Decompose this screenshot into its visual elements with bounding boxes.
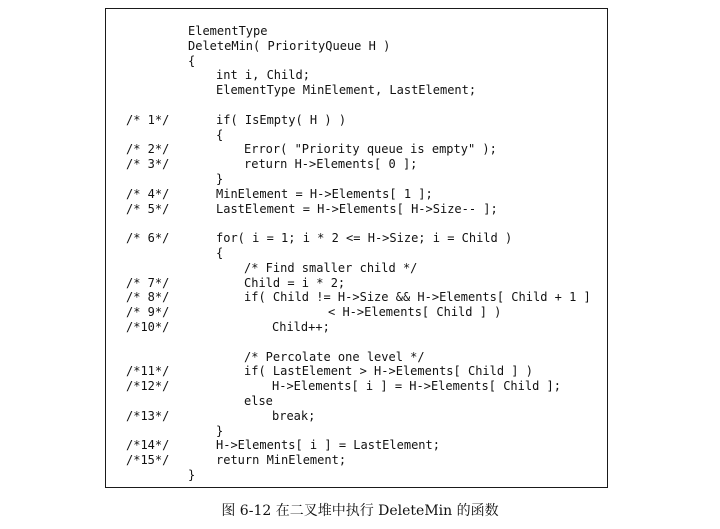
- code-line: [106, 23, 607, 39]
- code-line: [106, 363, 607, 379]
- code-figure-frame: [105, 8, 608, 488]
- code-text: if( IsEmpty( H ) ): [216, 112, 347, 127]
- code-line: [106, 275, 607, 291]
- code-text: ElementType MinElement, LastElement;: [216, 83, 477, 98]
- code-line: [106, 304, 607, 320]
- line-number-label: /*11*/: [126, 364, 170, 379]
- code-text: DeleteMin( PriorityQueue H ): [188, 38, 391, 53]
- code-text: if( Child != H->Size && H->Elements[ Child + 1 ]: [244, 290, 591, 305]
- code-text: Error( "Priority queue is empty" );: [244, 142, 497, 157]
- figure-caption: 图 6-12 在二叉堆中执行 DeleteMin 的函数: [221, 503, 499, 519]
- code-line: [106, 408, 607, 424]
- code-text: else: [244, 394, 273, 408]
- line-number-label: /* 9*/: [126, 305, 170, 320]
- line-number-label: /*12*/: [126, 379, 170, 394]
- code-line: [106, 245, 607, 261]
- code-line: [106, 97, 607, 113]
- line-number-label: /* 5*/: [126, 201, 170, 216]
- code-text: }: [188, 468, 196, 482]
- code-line: [106, 141, 607, 157]
- code-text: ElementType: [188, 24, 268, 38]
- code-text: LastElement = H->Elements[ H->Size-- ];: [216, 201, 498, 216]
- code-line: [106, 289, 607, 305]
- code-text: H->Elements[ i ] = LastElement;: [216, 438, 440, 453]
- code-text: H->Elements[ i ] = H->Elements[ Child ];: [272, 379, 561, 394]
- code-line: [106, 201, 607, 217]
- code-line: [106, 215, 607, 231]
- code-text: Child = i * 2;: [244, 275, 346, 290]
- code-line: [106, 112, 607, 128]
- code-text: {: [216, 127, 224, 142]
- code-line: [106, 334, 607, 350]
- line-number-label: /* 6*/: [126, 231, 170, 246]
- code-text: Child++;: [272, 320, 330, 334]
- code-text: for( i = 1; i * 2 <= H->Size; i = Child ): [216, 231, 513, 246]
- code-line: [106, 230, 607, 246]
- code-line: [106, 437, 607, 453]
- code-line: [106, 319, 607, 335]
- line-number-label: /* 1*/: [126, 112, 170, 127]
- code-line: [106, 38, 607, 54]
- code-line: [106, 260, 607, 276]
- code-line: [106, 82, 607, 98]
- line-number-label: /*15*/: [126, 453, 170, 468]
- code-line: [106, 186, 607, 202]
- code-line: [106, 393, 607, 409]
- code-text: if( LastElement > H->Elements[ Child ] ): [244, 364, 533, 379]
- code-line: [106, 127, 607, 143]
- code-text: {: [188, 53, 196, 68]
- line-number-label: /*14*/: [126, 438, 170, 453]
- code-line: [106, 67, 607, 83]
- code-text: return H->Elements[ 0 ];: [244, 157, 418, 172]
- code-line: [106, 452, 607, 468]
- code-text: int i, Child;: [216, 68, 310, 83]
- line-number-label: /* 3*/: [126, 157, 170, 172]
- code-line: [106, 349, 607, 365]
- code-line: [106, 467, 607, 483]
- line-number-label: /*13*/: [126, 408, 170, 423]
- code-text: }: [216, 172, 224, 186]
- code-text: < H->Elements[ Child ] ): [328, 305, 502, 320]
- code-text: {: [216, 246, 224, 260]
- line-number-label: /*10*/: [126, 320, 170, 334]
- code-line: [106, 171, 607, 187]
- code-text: break;: [272, 408, 316, 423]
- line-number-label: /* 8*/: [126, 290, 170, 305]
- code-text: /* Find smaller child */: [244, 260, 418, 275]
- code-line: [106, 156, 607, 172]
- code-text: MinElement = H->Elements[ 1 ];: [216, 186, 433, 201]
- code-text: /* Percolate one level */: [244, 349, 425, 364]
- code-line: [106, 423, 607, 439]
- code-line: [106, 378, 607, 394]
- code-line: [106, 53, 607, 69]
- code-text: return MinElement;: [216, 453, 347, 468]
- code-text: }: [216, 423, 224, 438]
- line-number-label: /* 7*/: [126, 275, 170, 290]
- line-number-label: /* 2*/: [126, 142, 170, 157]
- line-number-label: /* 4*/: [126, 186, 170, 201]
